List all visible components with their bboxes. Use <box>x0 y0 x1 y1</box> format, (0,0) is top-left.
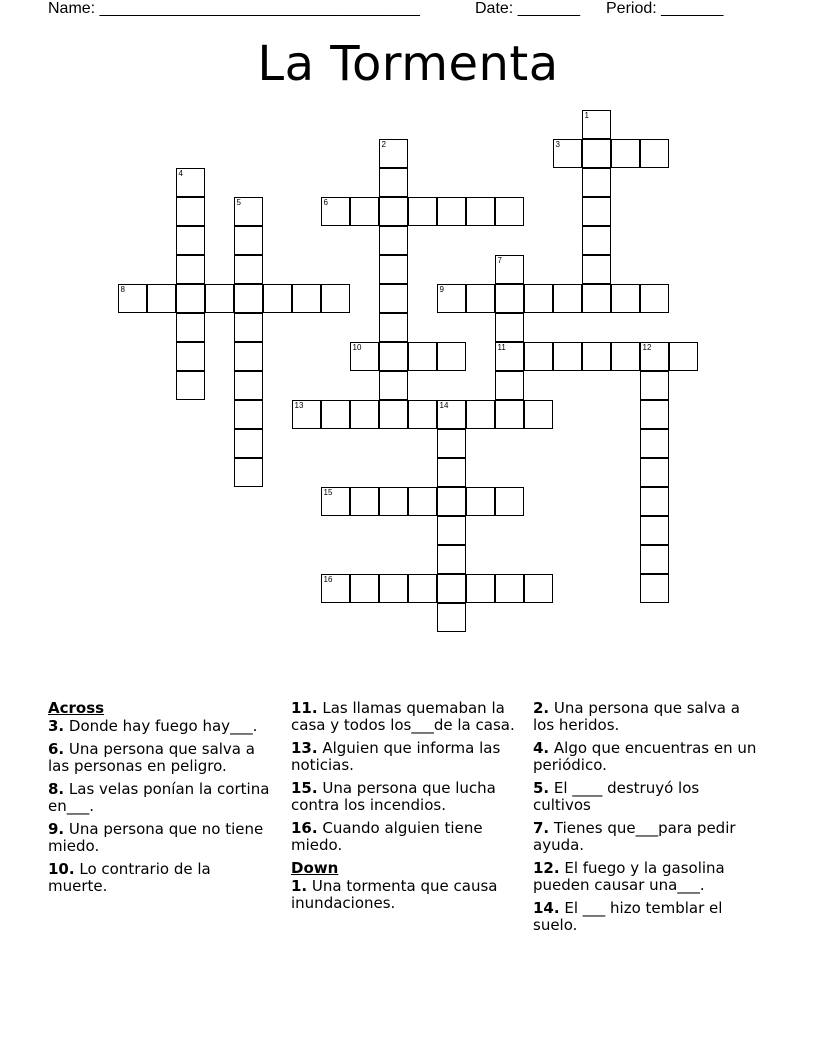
crossword-cell[interactable] <box>176 255 205 284</box>
crossword-cell-3[interactable] <box>553 139 582 168</box>
crossword-cell[interactable] <box>437 545 466 574</box>
clue-down-4 <box>533 740 758 774</box>
clue-number: 15. <box>291 779 318 797</box>
clue-number-label: 2 <box>381 139 386 149</box>
crossword-cell[interactable] <box>379 226 408 255</box>
clue-number-label: 15 <box>323 487 333 497</box>
crossword-cell[interactable] <box>379 574 408 603</box>
crossword-cell[interactable] <box>350 487 379 516</box>
crossword-cell[interactable] <box>176 313 205 342</box>
clue-down-1 <box>291 878 516 912</box>
clue-number-label: 1 <box>584 110 589 120</box>
crossword-cell[interactable] <box>234 284 263 313</box>
clue-text: Alguien que informa las noticias. <box>291 739 501 774</box>
crossword-cell[interactable] <box>234 429 263 458</box>
clue-text: Cuando alguien tiene miedo. <box>291 819 483 854</box>
across-heading: Across <box>48 699 105 717</box>
crossword-cell[interactable] <box>234 255 263 284</box>
crossword-cell[interactable] <box>176 197 205 226</box>
crossword-cell[interactable] <box>437 487 466 516</box>
page-title: La Tormenta <box>257 36 559 92</box>
crossword-cell[interactable] <box>176 284 205 313</box>
clue-text: Una persona que salva a las personas en peligro. <box>48 740 255 775</box>
crossword-cell-5[interactable] <box>234 197 263 226</box>
crossword-cell[interactable] <box>640 371 669 400</box>
clue-number: 7. <box>533 819 550 837</box>
crossword-cell[interactable] <box>611 342 640 371</box>
clue-down-14 <box>533 900 758 934</box>
clue-text: Las llamas quemaban la casa y todos los___de la casa. <box>291 699 515 734</box>
clue-across-10 <box>48 861 273 895</box>
crossword-cell-1[interactable] <box>582 110 611 139</box>
crossword-cell[interactable] <box>350 574 379 603</box>
crossword-cell[interactable] <box>640 487 669 516</box>
clue-text: El fuego y la gasolina pueden causar una___. <box>533 859 725 894</box>
clue-across-8 <box>48 781 273 815</box>
crossword-cell[interactable] <box>147 284 176 313</box>
crossword-cell[interactable] <box>379 487 408 516</box>
clues-column-2 <box>291 700 516 918</box>
clue-across-9 <box>48 821 273 855</box>
clue-number-label: 10 <box>352 342 362 352</box>
crossword-cell[interactable] <box>524 574 553 603</box>
crossword-cell[interactable] <box>582 255 611 284</box>
clue-number-label: 11 <box>497 342 506 352</box>
clue-number: 16. <box>291 819 318 837</box>
clue-across-6 <box>48 741 273 775</box>
clue-number-label: 12 <box>642 342 652 352</box>
crossword-cell-8[interactable] <box>118 284 147 313</box>
crossword-cell[interactable] <box>582 197 611 226</box>
crossword-cell-9[interactable] <box>437 284 466 313</box>
clue-number: 1. <box>291 877 308 895</box>
name-field[interactable]: Name: ____________________________________ <box>48 0 420 17</box>
crossword-cell[interactable] <box>321 400 350 429</box>
crossword-cell-11[interactable] <box>495 342 524 371</box>
crossword-cell[interactable] <box>234 226 263 255</box>
crossword-cell[interactable] <box>408 197 437 226</box>
crossword-cell[interactable] <box>234 458 263 487</box>
crossword-cell[interactable] <box>408 574 437 603</box>
date-field[interactable]: Date: _______ <box>475 0 580 17</box>
clues-column-1 <box>48 700 273 901</box>
crossword-cell[interactable] <box>611 139 640 168</box>
clue-number: 5. <box>533 779 550 797</box>
crossword-cell[interactable] <box>176 226 205 255</box>
crossword-cell[interactable] <box>176 342 205 371</box>
clue-across-15 <box>291 780 516 814</box>
crossword-cell[interactable] <box>582 226 611 255</box>
crossword-cell[interactable] <box>379 168 408 197</box>
clue-number: 6. <box>48 740 65 758</box>
crossword-cell[interactable] <box>437 197 466 226</box>
clue-text: Una persona que lucha contra los incendios. <box>291 779 496 814</box>
clue-number-label: 14 <box>439 400 449 410</box>
crossword-cell[interactable] <box>408 342 437 371</box>
crossword-cell[interactable] <box>640 139 669 168</box>
crossword-cell[interactable] <box>437 574 466 603</box>
clue-text: Donde hay fuego hay___. <box>64 717 258 735</box>
crossword-cell-6[interactable] <box>321 197 350 226</box>
crossword-cell[interactable] <box>379 371 408 400</box>
crossword-cell[interactable] <box>466 197 495 226</box>
crossword-cell[interactable] <box>495 284 524 313</box>
clue-number: 2. <box>533 699 550 717</box>
crossword-cell[interactable] <box>466 284 495 313</box>
crossword-cell-4[interactable] <box>176 168 205 197</box>
clue-across-11 <box>291 700 516 734</box>
crossword-cell[interactable] <box>553 342 582 371</box>
crossword-cell[interactable] <box>524 400 553 429</box>
crossword-cell[interactable] <box>379 197 408 226</box>
clue-down-5 <box>533 780 758 814</box>
crossword-cell[interactable] <box>379 342 408 371</box>
crossword-cell-16[interactable] <box>321 574 350 603</box>
crossword-cell[interactable] <box>495 400 524 429</box>
clue-text: Tienes que___para pedir ayuda. <box>533 819 736 854</box>
crossword-cell-10[interactable] <box>350 342 379 371</box>
crossword-cell[interactable] <box>234 371 263 400</box>
crossword-cell[interactable] <box>640 458 669 487</box>
crossword-cell[interactable] <box>524 342 553 371</box>
crossword-cell-13[interactable] <box>292 400 321 429</box>
crossword-cell[interactable] <box>640 284 669 313</box>
crossword-cell[interactable] <box>466 487 495 516</box>
crossword-cell[interactable] <box>263 284 292 313</box>
crossword-cell-14[interactable] <box>437 400 466 429</box>
clue-number: 13. <box>291 739 318 757</box>
crossword-cell[interactable] <box>524 284 553 313</box>
clue-text: Lo contrario de la muerte. <box>48 860 211 895</box>
crossword-cell[interactable] <box>234 313 263 342</box>
crossword-cell[interactable] <box>553 284 582 313</box>
crossword-cell[interactable] <box>379 255 408 284</box>
clue-number-label: 9 <box>439 284 444 294</box>
crossword-cell[interactable] <box>379 313 408 342</box>
crossword-cell[interactable] <box>350 400 379 429</box>
crossword-cell-7[interactable] <box>495 255 524 284</box>
clue-across-13 <box>291 740 516 774</box>
clue-number-label: 16 <box>323 574 333 584</box>
crossword-cell-15[interactable] <box>321 487 350 516</box>
crossword-cell[interactable] <box>495 197 524 226</box>
clue-number-label: 8 <box>120 284 125 294</box>
crossword-cell-12[interactable] <box>640 342 669 371</box>
crossword-cell[interactable] <box>205 284 234 313</box>
crossword-cell[interactable] <box>640 574 669 603</box>
crossword-cell[interactable] <box>495 371 524 400</box>
clue-down-2 <box>533 700 758 734</box>
clue-number-label: 13 <box>294 400 304 410</box>
clue-text: Una persona que salva a los heridos. <box>533 699 740 734</box>
clue-text: Una persona que no tiene miedo. <box>48 820 264 855</box>
crossword-cell[interactable] <box>640 545 669 574</box>
period-field[interactable]: Period: _______ <box>606 0 724 17</box>
down-heading: Down <box>291 859 339 877</box>
crossword-cell[interactable] <box>292 284 321 313</box>
clues-column-3 <box>533 700 758 940</box>
crossword-cell[interactable] <box>321 284 350 313</box>
crossword-cell[interactable] <box>582 168 611 197</box>
crossword-cell[interactable] <box>234 342 263 371</box>
crossword-cell[interactable] <box>466 574 495 603</box>
clue-text: Algo que encuentras en un periódico. <box>533 739 757 774</box>
clue-number-label: 6 <box>323 197 328 207</box>
crossword-cell[interactable] <box>437 342 466 371</box>
clue-across-16 <box>291 820 516 854</box>
crossword-cell[interactable] <box>408 400 437 429</box>
clue-number: 10. <box>48 860 75 878</box>
clue-number-label: 5 <box>236 197 241 207</box>
crossword-cell[interactable] <box>640 516 669 545</box>
clue-down-12 <box>533 860 758 894</box>
clue-text: Las velas ponían la cortina en___. <box>48 780 270 815</box>
crossword-cell[interactable] <box>640 429 669 458</box>
clue-across-3 <box>48 718 273 735</box>
crossword-cell[interactable] <box>582 342 611 371</box>
crossword-cell[interactable] <box>495 313 524 342</box>
crossword-cell-2[interactable] <box>379 139 408 168</box>
crossword-cell[interactable] <box>669 342 698 371</box>
crossword-cell[interactable] <box>408 487 437 516</box>
clue-number: 9. <box>48 820 65 838</box>
clue-number: 11. <box>291 699 318 717</box>
clue-number-label: 4 <box>178 168 183 178</box>
crossword-cell[interactable] <box>437 516 466 545</box>
clue-number-label: 3 <box>555 139 560 149</box>
clue-text: El ____ destruyó los cultivos <box>533 779 700 814</box>
crossword-cell[interactable] <box>640 400 669 429</box>
crossword-cell[interactable] <box>466 400 495 429</box>
clue-text: Una tormenta que causa inundaciones. <box>291 877 498 912</box>
crossword-cell[interactable] <box>611 284 640 313</box>
crossword-cell[interactable] <box>350 197 379 226</box>
clue-number-label: 7 <box>497 255 502 265</box>
clue-text: El ___ hizo temblar el suelo. <box>533 899 723 934</box>
crossword-cell[interactable] <box>437 603 466 632</box>
clue-number: 4. <box>533 739 550 757</box>
crossword-cell[interactable] <box>234 400 263 429</box>
crossword-cell[interactable] <box>379 400 408 429</box>
crossword-cell[interactable] <box>495 487 524 516</box>
crossword-cell[interactable] <box>176 371 205 400</box>
clue-number: 3. <box>48 717 65 735</box>
crossword-cell[interactable] <box>495 574 524 603</box>
clue-number: 14. <box>533 899 560 917</box>
crossword-cell[interactable] <box>582 284 611 313</box>
crossword-cell[interactable] <box>437 429 466 458</box>
crossword-cell[interactable] <box>437 458 466 487</box>
crossword-cell[interactable] <box>379 284 408 313</box>
clue-number: 8. <box>48 780 65 798</box>
crossword-cell[interactable] <box>582 139 611 168</box>
clue-number: 12. <box>533 859 560 877</box>
clue-down-7 <box>533 820 758 854</box>
